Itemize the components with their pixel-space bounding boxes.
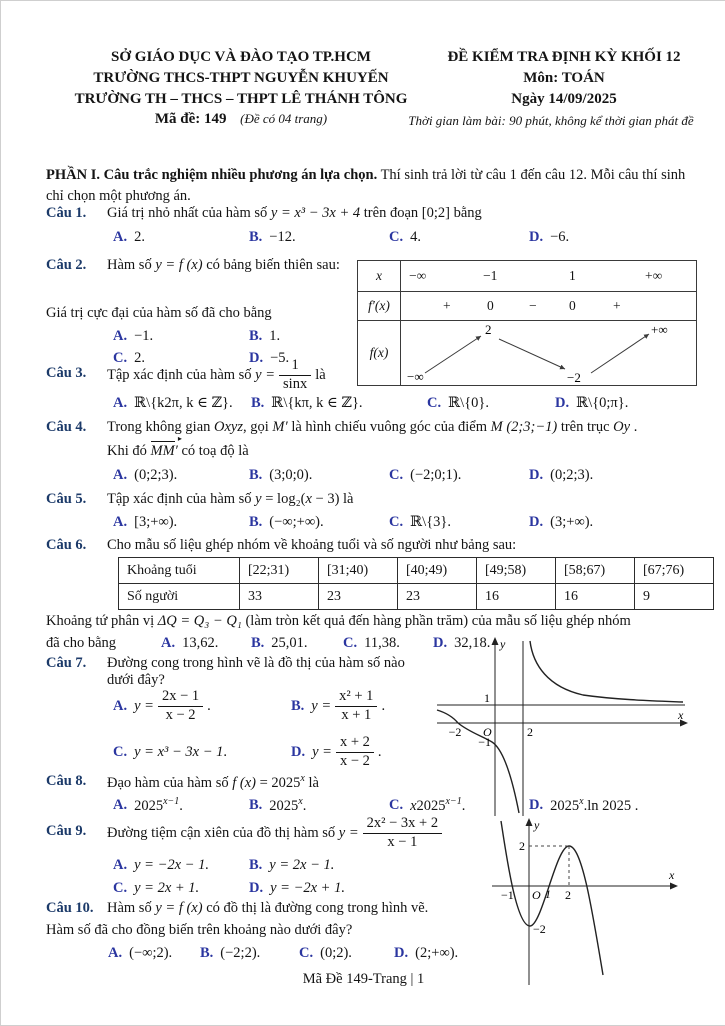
option-value: 13,62. — [182, 635, 219, 651]
option-value: (0;2;3). — [134, 467, 178, 483]
q1-option-c — [389, 229, 529, 246]
q7-stem: Đường cong trong hình vẽ là đồ thị của hàm số nào dưới đây? — [107, 655, 405, 688]
q6-row-header: Số người — [119, 584, 240, 610]
q4-line2: Khi đó MM′ ▸ có toạ độ là — [107, 443, 696, 460]
q6-stem: Cho mẫu số liệu ghép nhóm về khoảng tuổi và số người như bảng sau: — [107, 537, 517, 553]
q9-option-d — [249, 880, 345, 897]
option-pre: y = — [311, 697, 332, 714]
tick-minus-1: −1 — [501, 888, 514, 902]
q10-option-a — [108, 945, 200, 962]
option-letter: A. — [113, 857, 128, 873]
option-value: 2025$^x$. — [269, 796, 307, 814]
q1-label: Câu 1. — [46, 205, 87, 221]
option-value: (−∞;+∞). — [269, 514, 324, 530]
option-letter: A. — [113, 328, 128, 344]
option-letter: C. — [113, 880, 128, 896]
numerator: 1 — [279, 358, 311, 375]
option-value: y = −2x + 1. — [270, 880, 345, 896]
option-value: 1. — [269, 328, 281, 344]
q6-cell: [67;76) — [635, 558, 714, 584]
q3-stem — [107, 357, 666, 393]
f-end: +∞ — [651, 322, 668, 337]
q9-stem-pre: Đường tiệm cận xiên của đồ thị hàm số y = — [107, 824, 359, 841]
q3-fraction — [279, 358, 311, 391]
q6-cell: [22;31) — [240, 558, 319, 584]
time-note: Thời gian làm bài: 90 phút, không kể thời gian phát đề — [408, 113, 694, 128]
header-right — [429, 47, 699, 110]
option-letter: A. — [113, 229, 128, 245]
q6-cell: [58;67) — [556, 558, 635, 584]
q7-d-fraction — [336, 735, 374, 768]
q2-label: Câu 2. — [46, 257, 87, 273]
q6-cell: 33 — [240, 584, 319, 610]
q3-option-d — [555, 395, 628, 412]
q10-option-b — [200, 945, 299, 962]
q3-stem-post: là — [315, 366, 326, 383]
option-value: $2025^{x-1}$. — [134, 796, 183, 814]
option-letter: B. — [249, 229, 263, 245]
q4-option-a — [113, 467, 249, 484]
sign: + — [613, 298, 621, 313]
option-letter: C. — [389, 467, 404, 483]
tick-minus-1: −1 — [478, 735, 491, 749]
tick-minus-2-y: −2 — [533, 922, 546, 936]
option-value: 11,38. — [364, 635, 400, 651]
q2-line2: Giá trị cực đại của hàm số đã cho bằng — [46, 305, 272, 321]
q9-label: Câu 9. — [46, 823, 87, 839]
option-letter: C. — [389, 229, 404, 245]
option-value: 4. — [410, 229, 421, 245]
exam-title: ĐỀ KIỂM TRA ĐỊNH KỲ KHỐI 12 — [447, 49, 681, 65]
school-line-2: TRƯỜNG TH – THCS – THPT LÊ THÁNH TÔNG — [74, 91, 408, 107]
option-letter: A. — [113, 514, 128, 530]
q3-options — [113, 395, 628, 412]
q7-option-a — [113, 689, 291, 722]
q4-options — [113, 467, 593, 484]
q6-cell: 16 — [477, 584, 556, 610]
q7-option-b — [291, 689, 385, 722]
header-left — [41, 47, 441, 110]
option-letter: B. — [291, 697, 305, 714]
q9-stem — [107, 813, 486, 853]
y-axis-label: y — [534, 818, 540, 832]
q1-option-d — [529, 229, 569, 246]
q1-option-b — [249, 229, 389, 246]
variation-table-x-row — [358, 261, 696, 292]
denominator: x − 2 — [339, 752, 370, 769]
q2-option-b — [249, 328, 280, 345]
q7-option-c — [113, 744, 291, 761]
option-value: y = 2x + 1. — [134, 880, 200, 896]
option-letter: C. — [113, 743, 128, 760]
option-letter: C. — [299, 945, 314, 961]
denominator: sinx — [283, 375, 308, 392]
numerator: 2x² − 3x + 2 — [363, 816, 442, 833]
q3-option-b — [251, 395, 427, 412]
option-letter: D. — [249, 880, 264, 896]
q5-option-d — [529, 514, 593, 531]
q6-post2: đã cho bằng — [46, 635, 117, 651]
option-value: y = 2x − 1. — [269, 857, 335, 873]
sign: 0 — [487, 298, 494, 313]
tick-1: 1 — [484, 691, 490, 705]
q6-data-table — [118, 557, 714, 610]
page-footer: Mã Đề 149-Trang | 1 — [302, 971, 425, 987]
option-post: . — [207, 697, 211, 714]
f-header: f(x) — [369, 345, 389, 360]
origin-label: O — [483, 725, 492, 739]
q4-line1: Trong không gian Oxyz, gọi M′ là hình chiếu vuông góc của điểm M (2;3;−1) trên trục Oy . — [107, 419, 638, 435]
q6-cell: 23 — [319, 584, 398, 610]
q6-cell: [49;58) — [477, 558, 556, 584]
option-letter: D. — [529, 796, 544, 813]
q6-cell: 9 — [635, 584, 714, 610]
option-post: . — [377, 743, 382, 760]
q6-option-b — [251, 635, 343, 652]
q6-label: Câu 6. — [46, 537, 87, 553]
q9-option-b — [249, 857, 334, 874]
q7-a-fraction — [158, 689, 203, 722]
x-val: −∞ — [409, 268, 427, 283]
q6-cell: 16 — [556, 584, 635, 610]
option-letter: B. — [200, 945, 214, 961]
q6-post1: Khoảng tứ phân vị ΔQ = Q₃ − Q₁ (làm tròn kết quả đến hàng phần trăm) của mẫu số liệu ghép nhóm — [46, 613, 631, 629]
q9-option-a — [113, 857, 249, 874]
q9-options-row2 — [113, 880, 345, 897]
option-letter: B. — [249, 467, 263, 483]
option-value: (−2;0;1). — [410, 467, 462, 483]
option-value: −5. — [270, 350, 290, 366]
option-letter: B. — [251, 635, 265, 651]
option-letter: A. — [113, 697, 128, 714]
q4-option-b — [249, 467, 389, 484]
q4-option-c — [389, 467, 529, 484]
tick-2-y: 2 — [519, 839, 525, 853]
question-8 — [1, 773, 725, 795]
sign: − — [529, 298, 537, 313]
option-value: ℝ\{0}. — [448, 395, 489, 411]
option-value: ℝ\{3}. — [410, 514, 451, 530]
option-letter: D. — [529, 229, 544, 245]
option-value: ℝ\{k2π, k ∈ ℤ}. — [134, 395, 233, 411]
option-value: (3;0;0). — [269, 467, 313, 483]
question-1 — [1, 205, 725, 227]
option-letter: D. — [555, 395, 570, 411]
tick-2-x: 2 — [565, 888, 571, 902]
option-letter: D. — [394, 945, 409, 961]
q7-options-row1 — [113, 687, 385, 725]
tick-minus-2: −2 — [448, 725, 462, 739]
q7-b-fraction — [335, 689, 377, 722]
option-value: y = −2x − 1. — [134, 857, 209, 873]
q5-option-c — [389, 514, 529, 531]
x-axis-label: x — [678, 708, 684, 722]
option-letter: A. — [113, 796, 128, 813]
f-max: 2 — [485, 322, 492, 337]
sign: + — [443, 298, 451, 313]
option-pre: y = — [312, 743, 332, 760]
option-letter: B. — [249, 796, 263, 813]
origin-label: O — [532, 888, 541, 902]
denominator: x + 1 — [341, 706, 372, 723]
q1-options — [113, 229, 569, 246]
option-value: (3;+∞). — [550, 514, 594, 530]
sign: 0 — [569, 298, 576, 313]
option-value: 2025$^x$.ln 2025 . — [550, 796, 639, 814]
q3-label: Câu 3. — [46, 365, 87, 381]
department-line: SỞ GIÁO DỤC VÀ ĐÀO TẠO TP.HCM — [111, 49, 371, 65]
denominator: x − 2 — [165, 706, 196, 723]
q8-label: Câu 8. — [46, 773, 87, 789]
option-letter: B. — [251, 395, 265, 411]
option-value: −1. — [134, 328, 154, 344]
exam-code-row — [41, 111, 441, 128]
q10-option-c — [299, 945, 394, 962]
option-value: y = x³ − 3x − 1. — [134, 743, 227, 760]
q2-stem: Hàm số y = f (x) có bảng biến thiên sau: — [107, 257, 340, 273]
q10-label: Câu 10. — [46, 900, 94, 916]
option-letter: C. — [389, 514, 404, 530]
option-letter: C. — [113, 350, 128, 366]
option-value: 2. — [134, 229, 145, 245]
option-value: ℝ\{kπ, k ∈ ℤ}. — [271, 395, 363, 411]
question-6 — [1, 537, 725, 559]
y-axis-label: y — [500, 637, 506, 651]
q6-cell: [40;49) — [398, 558, 477, 584]
subject-line: Môn: TOÁN — [523, 70, 605, 86]
variation-table-fprime-row — [358, 292, 696, 321]
option-value: $x2025^{x-1}$. — [410, 796, 466, 814]
q6-post2-row — [46, 635, 490, 652]
q8-option-d — [529, 796, 638, 815]
fprime-header: f′(x) — [368, 298, 390, 313]
option-post: . — [381, 697, 386, 714]
q1-option-a — [113, 229, 249, 246]
q6-table-row-ages — [119, 558, 714, 584]
q10-line1: Hàm số y = f (x) có đồ thị là đường cong trong hình vẽ. — [107, 900, 429, 916]
q9-option-c — [113, 880, 249, 897]
x-axis-label: x — [669, 868, 675, 882]
question-4 — [1, 419, 725, 441]
q8-option-a — [113, 796, 249, 815]
question-9 — [1, 813, 486, 853]
q5-option-b — [249, 514, 389, 531]
option-letter: D. — [529, 514, 544, 530]
option-value: (0;2;3). — [550, 467, 594, 483]
option-letter: A. — [108, 945, 123, 961]
option-letter: D. — [249, 350, 264, 366]
option-letter: C. — [427, 395, 442, 411]
option-value: −6. — [550, 229, 570, 245]
q10-option-d — [394, 945, 458, 962]
q6-option-a — [161, 635, 251, 652]
option-value: [3;+∞). — [134, 514, 178, 530]
q8-option-c — [389, 796, 529, 815]
numerator: 2x − 1 — [158, 689, 203, 706]
q1-stem: Giá trị nhỏ nhất của hàm số y = x³ − 3x + 4 trên đoạn [0;2] bằng — [107, 205, 482, 221]
option-letter: D. — [529, 467, 544, 483]
option-value: ℝ\{0;π}. — [576, 395, 629, 411]
option-value: (2;+∞). — [415, 945, 459, 961]
q10-options — [108, 945, 458, 962]
q8-options — [113, 796, 638, 815]
q5-options — [113, 514, 593, 531]
exam-code: Mã đề: 149 — [154, 111, 227, 127]
option-letter: D. — [433, 635, 448, 651]
question-3 — [1, 357, 696, 393]
denominator: x − 1 — [387, 833, 418, 850]
numerator: x² + 1 — [335, 689, 377, 706]
q7-option-d — [291, 735, 382, 768]
q10-line2: Hàm số đã cho đồng biến trên khoảng nào dưới đây? — [46, 922, 353, 938]
q6-row-header: Khoảng tuổi — [119, 558, 240, 584]
tick-2: 2 — [527, 725, 533, 739]
q7-label: Câu 7. — [46, 655, 87, 671]
numerator: x + 2 — [336, 735, 374, 752]
q8-stem: Đạo hàm của hàm số f $(x) = 2025^x$ là — [107, 773, 319, 791]
q7-options-row2 — [113, 733, 382, 771]
option-value: (−2;2). — [220, 945, 261, 961]
q2-option-a — [113, 328, 249, 345]
q5-option-a — [113, 514, 249, 531]
q6-table-row-counts — [119, 584, 714, 610]
q9-options-row1 — [113, 857, 334, 874]
option-value: 32,18. — [454, 635, 491, 651]
question-5 — [1, 491, 725, 513]
x-val: 1 — [569, 268, 576, 283]
part1-desc: Thí sinh trả lời từ câu 1 đến câu 12. Mỗi câu thí sinh chỉ chọn một phương án. — [46, 167, 686, 205]
option-value: (0;2). — [320, 945, 352, 961]
option-value: (−∞;2). — [129, 945, 173, 961]
option-letter: D. — [291, 743, 306, 760]
x-val: −1 — [483, 268, 498, 283]
q5-stem: Tập xác định của hàm số y = log₂(x − 3) là — [107, 491, 354, 507]
option-letter: B. — [249, 328, 263, 344]
pages-note: (Đề có 04 trang) — [240, 111, 328, 126]
part1-title: PHẦN I. Câu trắc nghiệm nhiều phương án lựa chọn. — [46, 167, 378, 183]
x-header: x — [376, 268, 382, 283]
option-value: 2. — [134, 350, 145, 366]
x-val: +∞ — [645, 268, 663, 283]
q5-label: Câu 5. — [46, 491, 87, 507]
school-line-1: TRƯỜNG THCS-THPT NGUYỄN KHUYẾN — [93, 70, 389, 86]
q4-option-d — [529, 467, 593, 484]
option-value: −12. — [269, 229, 296, 245]
q6-cell: [31;40) — [319, 558, 398, 584]
option-letter: C. — [389, 796, 404, 813]
q6-cell: 23 — [398, 584, 477, 610]
f-min: −2 — [567, 370, 581, 385]
option-letter: A. — [161, 635, 176, 651]
option-letter: B. — [249, 514, 263, 530]
option-value: 25,01. — [271, 635, 308, 651]
option-pre: y = — [134, 697, 154, 714]
q3-option-a — [113, 395, 251, 412]
q2-options-row1 — [113, 328, 280, 345]
q6-option-c — [343, 635, 433, 652]
option-letter: B. — [249, 857, 263, 873]
option-letter: A. — [113, 467, 128, 483]
tick-1: 1 — [545, 887, 551, 901]
q3-stem-pre: Tập xác định của hàm số y = — [107, 366, 276, 383]
part1-heading — [46, 165, 694, 207]
option-letter: A. — [113, 395, 128, 411]
q10-graph — [489, 817, 689, 987]
f-start: −∞ — [407, 369, 424, 384]
date-line: Ngày 14/09/2025 — [511, 91, 617, 107]
q3-option-c — [427, 395, 555, 412]
option-letter: C. — [343, 635, 358, 651]
q4-label: Câu 4. — [46, 419, 87, 435]
q8-option-b — [249, 796, 389, 815]
q9-fraction — [363, 816, 442, 849]
